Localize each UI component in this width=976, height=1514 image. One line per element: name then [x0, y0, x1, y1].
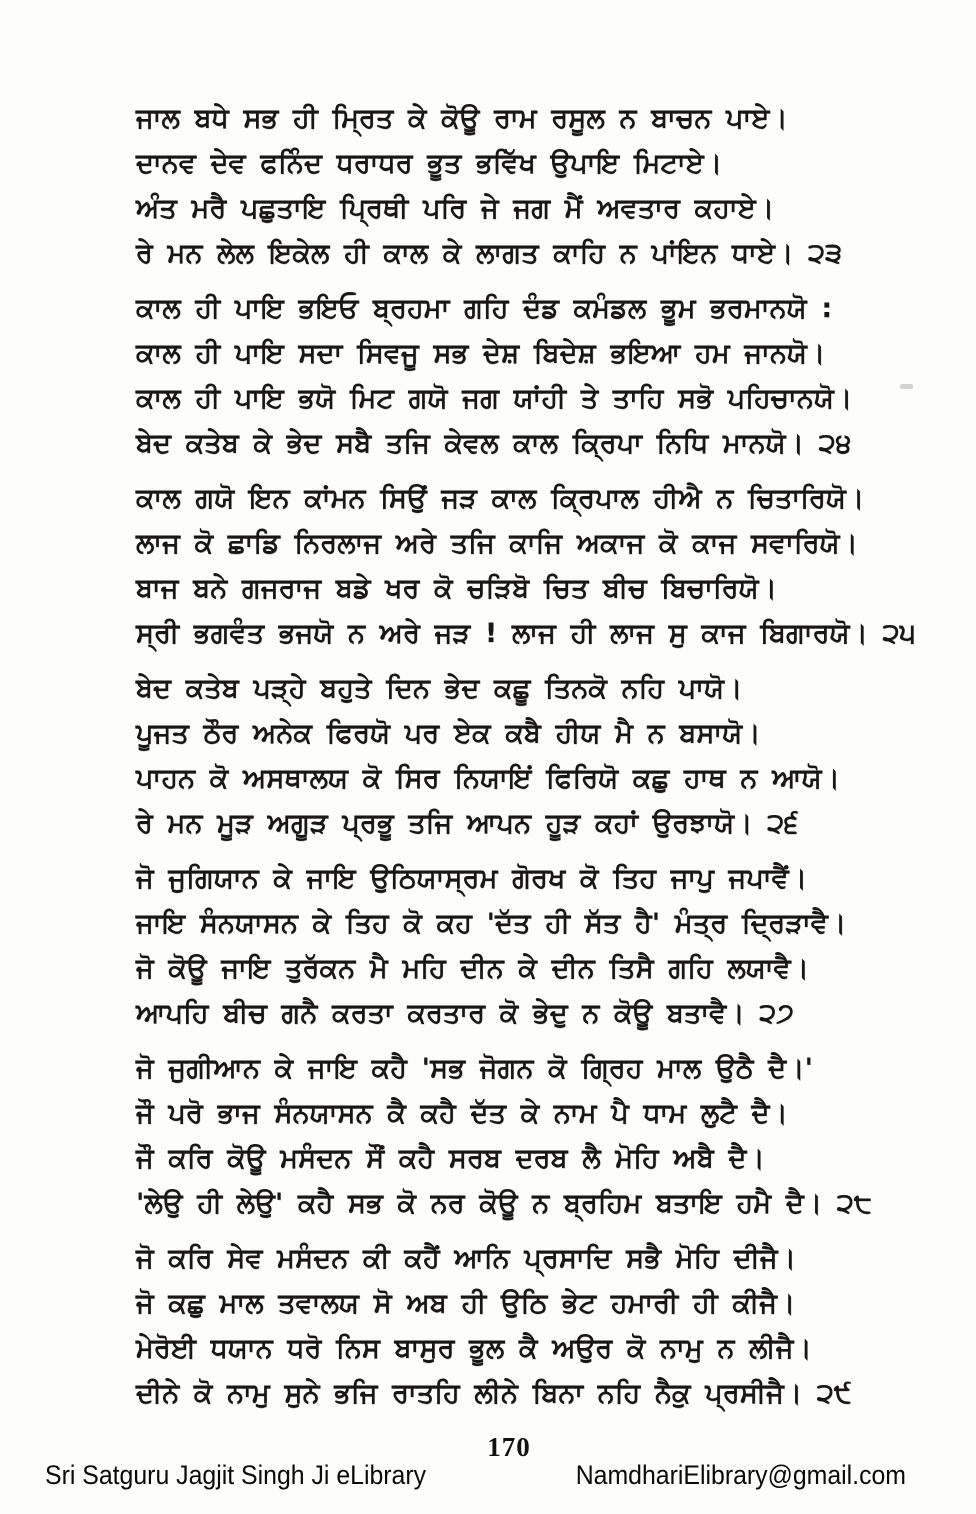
- stanza-verse-27: [136, 856, 892, 1036]
- verse-line: ਕਾਲ ਗਯੋ ਇਨ ਕਾਂਮਨ ਸਿਉਂ ਜੜ ਕਾਲ ਕ੍ਰਿਪਾਲ ਹੀਐ ਨ ਚਿਤਾਰਿਯੋ।: [136, 483, 865, 514]
- verse-line: ਜੋ ਕਰਿ ਸੇਵ ਮਸੰਦਨ ਕੀ ਕਹੈਂ ਆਨਿ ਪ੍ਰਸਾਦਿ ਸਭੈ ਮੋਹਿ ਦੀਜੈ।: [136, 1243, 797, 1274]
- stanza-verse-28: [136, 1046, 892, 1226]
- verse-line: ਜਾਲ ਬਧੇ ਸਭ ਹੀ ਮ੍ਰਿਤ ਕੇ ਕੋਊ ਰਾਮ ਰਸੂਲ ਨ ਬਾਚਨ ਪਾਏ।: [136, 103, 788, 134]
- verse-line: ਜੋ ਜੁਗੀਆਨ ਕੇ ਜਾਇ ਕਹੈ 'ਸਭ ਜੋਗਨ ਕੋ ਗ੍ਰਿਹ ਮਾਲ ਉਠੈ ਦੈ।': [136, 1053, 814, 1084]
- verse-line: ਦੀਨੇ ਕੋ ਨਾਮੁ ਸੁਨੇ ਭਜਿ ਰਾਤਹਿ ਲੀਨੇ ਬਿਨਾ ਨਹਿ ਨੈਕੁ ਪ੍ਰਸੀਜੈ। ੨੯: [136, 1378, 852, 1409]
- verse-line: ਰੇ ਮਨ ਲੇਲ ਇਕੇਲ ਹੀ ਕਾਲ ਕੇ ਲਾਗਤ ਕਾਹਿ ਨ ਪਾਂਇਨ ਧਾਏ। ੨੩: [136, 238, 843, 269]
- stanza-verse-25: [136, 476, 916, 656]
- verse-line: ਜੋ ਕਛੁ ਮਾਲ ਤਵਾਲਯ ਸੋ ਅਬ ਹੀ ਉਠਿ ਭੇਟ ਹਮਾਰੀ ਹੀ ਕੀਜੈ।: [136, 1288, 796, 1319]
- verse-line: ਜੋ ਕੋਊ ਜਾਇ ਤੁਰੱਕਨ ਮੈ ਮਹਿ ਦੀਨ ਕੇ ਦੀਨ ਤਿਸੈ ਗਹਿ ਲਯਾਵੈ।: [136, 953, 810, 984]
- footer-library-name: Sri Satguru Jagjit Singh Ji eLibrary: [45, 1460, 427, 1490]
- verse-line: ਆਪਹਿ ਬੀਚ ਗਨੈ ਕਰਤਾ ਕਰਤਾਰ ਕੋ ਭੇਦੁ ਨ ਕੋਊ ਬਤਾਵੈ। ੨੭: [136, 998, 794, 1029]
- verse-line: ਬੇਦ ਕਤੇਬ ਪੜ੍ਹੇ ਬਹੁਤੇ ਦਿਨ ਭੇਦ ਕਛੂ ਤਿਨਕੋ ਨਹਿ ਪਾਯੋ।: [136, 673, 743, 704]
- verse-text-block: [136, 96, 916, 1426]
- verse-line: ਲਾਜ ਕੋ ਛਾਡਿ ਨਿਰਲਾਜ ਅਰੇ ਤਜਿ ਕਾਜਿ ਅਕਾਜ ਕੋ ਕਾਜ ਸਵਾਰਿਯੋ।: [136, 528, 859, 559]
- scan-artifact-mark: [900, 384, 913, 389]
- verse-line: ਸ੍ਰੀ ਭਗਵੰਤ ਭਜਯੋ ਨ ਅਰੇ ਜੜ ! ਲਾਜ ਹੀ ਲਾਜ ਸੁ ਕਾਜ ਬਿਗਾਰਯੋ। ੨੫: [136, 618, 916, 649]
- verse-line: ਕਾਲ ਹੀ ਪਾਇ ਭਯੋ ਮਿਟ ਗਯੋ ਜਗ ਯਾਂਹੀ ਤੇ ਤਾਹਿ ਸਭੋ ਪਹਿਚਾਨਯੋ।: [136, 383, 853, 414]
- stanza-verse-24: [136, 286, 892, 466]
- verse-line: ਮੇਰੋਈ ਧਯਾਨ ਧਰੋ ਨਿਸ ਬਾਸੁਰ ਭੂਲ ਕੈ ਅਉਰ ਕੋ ਨਾਮੁ ਨ ਲੀਜੈ।: [136, 1333, 812, 1364]
- verse-line: ਜਾਇ ਸੰਨਯਾਸਨ ਕੇ ਤਿਹ ਕੋ ਕਹ 'ਦੱਤ ਹੀ ਸੱਤ ਹੈ' ਮੰਤ੍ਰ ਦ੍ਰਿੜਾਵੈ।: [136, 908, 847, 939]
- verse-line: ਪੂਜਤ ਠੌਰ ਅਨੇਕ ਫਿਰਯੋ ਪਰ ਏਕ ਕਬੈ ਹੀਯ ਮੈ ਨ ਬਸਾਯੋ।: [136, 718, 761, 749]
- page-number: 170: [487, 1432, 531, 1462]
- verse-line: ਰੇ ਮਨ ਮੂੜ ਅਗੂੜ ਪ੍ਰਭੂ ਤਜਿ ਆਪਨ ਹੂੜ ਕਹਾਂ ਉਰਝਾਯੋ। ੨੬: [136, 808, 799, 839]
- verse-line: ਪਾਹਨ ਕੋ ਅਸਥਾਲਯ ਕੋ ਸਿਰ ਨਿਯਾਇਂ ਫਿਰਿਯੋ ਕਛੁ ਹਾਥ ਨ ਆਯੋ।: [136, 763, 841, 794]
- verse-line: ਕਾਲ ਹੀ ਪਾਇ ਭਇਓ ਬ੍ਰਹਮਾ ਗਹਿ ਦੰਡ ਕਮੰਡਲ ਭੂਮ ਭਰਮਾਨਯੋ :: [136, 293, 833, 324]
- verse-line: ਜੌ ਪਰੋ ਭਾਜ ਸੰਨਯਾਸਨ ਕੈ ਕਹੈ ਦੱਤ ਕੇ ਨਾਮ ਪੈ ਧਾਮ ਲੁਟੈ ਦੈ।: [136, 1098, 789, 1129]
- verse-line: ਦਾਨਵ ਦੇਵ ਫਨਿੰਦ ਧਰਾਧਰ ਭੂਤ ਭਵਿੱਖ ਉਪਾਇ ਮਿਟਾਏ।: [136, 148, 723, 179]
- verse-line: ਜੌ ਕਰਿ ਕੋਊ ਮਸੰਦਨ ਸੌਂ ਕਹੈ ਸਰਬ ਦਰਬ ਲੈ ਮੋਹਿ ਅਬੈ ਦੈ।: [136, 1143, 765, 1174]
- stanza-verse-26: [136, 666, 892, 846]
- verse-line: ਬੇਦ ਕਤੇਬ ਕੇ ਭੇਦ ਸਬੈ ਤਜਿ ਕੇਵਲ ਕਾਲ ਕ੍ਰਿਪਾ ਨਿਧਿ ਮਾਨਯੋ। ੨੪: [136, 428, 852, 459]
- stanza-verse-23: [136, 96, 892, 276]
- footer-email: NamdhariElibrary@gmail.com: [575, 1460, 906, 1490]
- footer: [45, 1460, 906, 1491]
- stanza-verse-29: [136, 1236, 892, 1416]
- verse-line: ਅੰਤ ਮਰੈ ਪਛੁਤਾਇ ਪ੍ਰਿਥੀ ਪਰਿ ਜੇ ਜਗ ਮੈਂ ਅਵਤਾਰ ਕਹਾਏ।: [136, 193, 775, 224]
- verse-line: ਬਾਜ ਬਨੇ ਗਜਰਾਜ ਬਡੇ ਖਰ ਕੋ ਚੜਿਬੋ ਚਿਤ ਬੀਚ ਬਿਚਾਰਿਯੋ।: [136, 573, 778, 604]
- verse-line: ਜੋ ਜੁਗਿਯਾਨ ਕੇ ਜਾਇ ਉਠਿਯਾਸ੍ਰਮ ਗੋਰਖ ਕੋ ਤਿਹ ਜਾਪੁ ਜਪਾਵੈਂ।: [136, 863, 808, 894]
- verse-line: ਕਾਲ ਹੀ ਪਾਇ ਸਦਾ ਸਿਵਜੂ ਸਭ ਦੇਸ਼ ਬਿਦੇਸ਼ ਭਇਆ ਹਮ ਜਾਨਯੋ।: [136, 338, 826, 369]
- verse-line: 'ਲੇਉ ਹੀ ਲੇਉ' ਕਹੈ ਸਭ ਕੋ ਨਰ ਕੋਊ ਨ ਬ੍ਰਹਿਮ ਬਤਾਇ ਹਮੈ ਦੈ। ੨੮: [136, 1188, 872, 1219]
